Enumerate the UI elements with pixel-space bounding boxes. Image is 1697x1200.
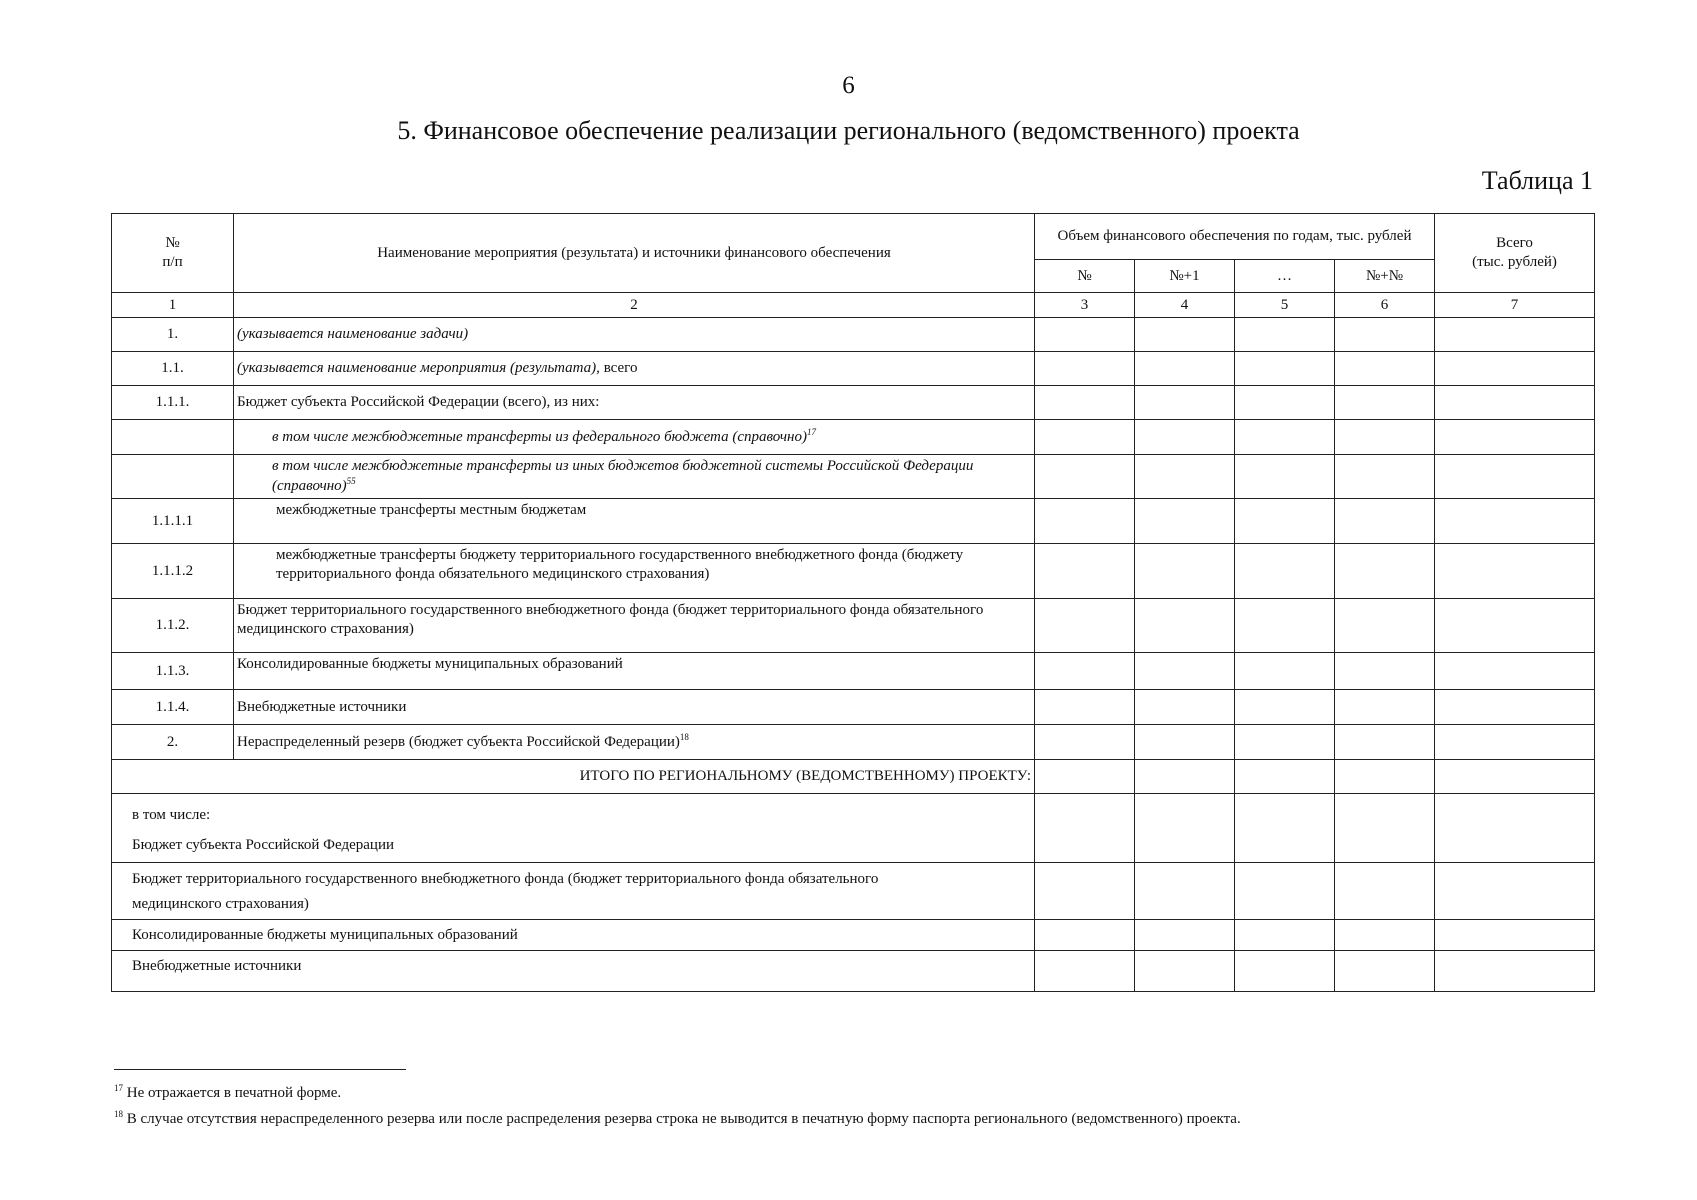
col-number: 2 (234, 293, 1035, 318)
value-cell (1335, 386, 1435, 420)
summary-row (112, 794, 1595, 863)
value-cell (1435, 653, 1595, 690)
header-year-cell: №+1 (1135, 260, 1235, 293)
value-cell (1335, 725, 1435, 760)
table-row (112, 690, 1595, 725)
value-cell (1335, 420, 1435, 455)
row-number: 1.1.1.1 (112, 499, 234, 544)
col-number: 6 (1335, 293, 1435, 318)
value-cell (1135, 499, 1235, 544)
value-cell (1335, 863, 1435, 920)
row-number: 1.1.2. (112, 599, 234, 653)
value-cell (1135, 544, 1235, 599)
value-cell (1435, 318, 1595, 352)
value-cell (1035, 690, 1135, 725)
footnote-separator (114, 1069, 406, 1070)
value-cell (1235, 794, 1335, 863)
value-cell (1335, 794, 1435, 863)
row-name (234, 725, 1035, 760)
value-cell (1135, 760, 1235, 794)
summary-label: Бюджет территориального государственного внебюджетного фонда (бюджет территориального фонда обязательного медицинского страхования) (132, 871, 879, 912)
header-name-cell: Наименование мероприятия (результата) и источники финансового обеспечения (234, 214, 1035, 293)
value-cell (1035, 318, 1135, 352)
value-cell (1435, 863, 1595, 920)
value-cell (1435, 794, 1595, 863)
value-cell (1135, 690, 1235, 725)
row-number: 1.1.3. (112, 653, 234, 690)
value-cell (1035, 920, 1135, 951)
row-name-italic: (указывается наименование задачи) (237, 326, 469, 343)
value-cell (1135, 951, 1235, 992)
footnote-ref: 55 (346, 476, 356, 486)
value-cell (1135, 599, 1235, 653)
value-cell (1035, 951, 1135, 992)
value-cell (1435, 725, 1595, 760)
col-number: 4 (1135, 293, 1235, 318)
value-cell (1235, 760, 1335, 794)
header-total-cell (1435, 214, 1595, 293)
row-name: межбюджетные трансферты местным бюджетам (234, 499, 1035, 544)
row-name (234, 455, 1035, 499)
summary-label-cell (112, 951, 1035, 992)
value-cell (1435, 544, 1595, 599)
value-cell (1435, 920, 1595, 951)
col-number: 3 (1035, 293, 1135, 318)
row-name-italic: в том числе межбюджетные трансферты из иных бюджетов бюджетной системы Российской Федерации (справочно) (272, 458, 974, 494)
header-num-line2: п/п (162, 254, 183, 270)
value-cell (1435, 386, 1595, 420)
value-cell (1335, 599, 1435, 653)
value-cell (1035, 455, 1135, 499)
value-cell (1335, 760, 1435, 794)
table-row (112, 386, 1595, 420)
value-cell (1235, 725, 1335, 760)
row-number: 1.1.1. (112, 386, 234, 420)
value-cell (1235, 386, 1335, 420)
value-cell (1235, 863, 1335, 920)
row-name-italic: в том числе межбюджетные трансферты из федерального бюджета (справочно) (272, 429, 807, 446)
header-num-cell (112, 214, 234, 293)
value-cell (1335, 544, 1435, 599)
value-cell (1235, 599, 1335, 653)
value-cell (1435, 690, 1595, 725)
header-volume-cell: Объем финансового обеспечения по годам, тыс. рублей (1035, 214, 1435, 260)
value-cell (1435, 760, 1595, 794)
row-number (112, 420, 234, 455)
value-cell (1035, 863, 1135, 920)
col-number: 7 (1435, 293, 1595, 318)
summary-row (112, 863, 1595, 920)
value-cell (1235, 352, 1335, 386)
value-cell (1035, 653, 1135, 690)
value-cell (1435, 352, 1595, 386)
table-label: Таблица 1 (1481, 166, 1593, 195)
summary-label: Внебюджетные источники (132, 958, 302, 974)
value-cell (1335, 499, 1435, 544)
value-cell (1335, 455, 1435, 499)
footnote-ref: 17 (807, 427, 816, 438)
total-label: ИТОГО ПО РЕГИОНАЛЬНОМУ (ВЕДОМСТВЕННОМУ) ПРОЕКТУ: (112, 760, 1035, 794)
value-cell (1135, 920, 1235, 951)
table-row (112, 544, 1595, 599)
summary-row (112, 951, 1595, 992)
header-total-line1: Всего (1496, 235, 1533, 252)
row-name: Бюджет субъекта Российской Федерации (всего), из них: (234, 386, 1035, 420)
col-number: 5 (1235, 293, 1335, 318)
summary-label: Бюджет субъекта Российской Федерации (132, 837, 395, 853)
row-number: 1.1. (112, 352, 234, 386)
table-row (112, 599, 1595, 653)
row-name (234, 352, 1035, 386)
table-row (112, 420, 1595, 455)
total-row (112, 760, 1595, 794)
header-total-line2: (тыс. рублей) (1472, 254, 1557, 270)
value-cell (1435, 599, 1595, 653)
value-cell (1335, 318, 1435, 352)
row-name-italic: (указывается наименование мероприятия (результата), (237, 360, 600, 377)
table-row (112, 653, 1595, 690)
value-cell (1335, 920, 1435, 951)
value-cell (1135, 420, 1235, 455)
header-year-cell: … (1235, 260, 1335, 293)
footnote-mark: 17 (114, 1083, 123, 1093)
value-cell (1235, 690, 1335, 725)
column-number-row (112, 293, 1595, 318)
value-cell (1435, 951, 1595, 992)
row-name: Консолидированные бюджеты муниципальных образований (234, 653, 1035, 690)
section-title: 5. Финансовое обеспечение реализации регионального (ведомственного) проекта (397, 116, 1300, 145)
row-name: межбюджетные трансферты бюджету территориального государственного внебюджетного фонда (бюджету территориального фонда обязательного медицинского страхования) (234, 544, 1035, 599)
value-cell (1135, 653, 1235, 690)
value-cell (1335, 653, 1435, 690)
value-cell (1135, 455, 1235, 499)
row-number: 2. (112, 725, 234, 760)
row-name: Внебюджетные источники (234, 690, 1035, 725)
table-row (112, 318, 1595, 352)
header-num-line1: № (165, 235, 180, 252)
footnote-ref: 18 (679, 732, 689, 743)
value-cell (1235, 455, 1335, 499)
value-cell (1035, 760, 1135, 794)
value-cell (1335, 951, 1435, 992)
value-cell (1135, 386, 1235, 420)
header-row-1 (112, 214, 1595, 260)
value-cell (1135, 318, 1235, 352)
header-year-cell: № (1035, 260, 1135, 293)
table-row (112, 499, 1595, 544)
value-cell (1135, 352, 1235, 386)
value-cell (1035, 352, 1135, 386)
row-number: 1. (112, 318, 234, 352)
value-cell (1235, 653, 1335, 690)
including-label: в том числе: (132, 807, 211, 823)
value-cell (1035, 725, 1135, 760)
table-row (112, 455, 1595, 499)
footnotes (114, 1078, 1241, 1130)
value-cell (1035, 599, 1135, 653)
footnote (114, 1104, 1241, 1130)
value-cell (1235, 544, 1335, 599)
row-name-text: всего (599, 360, 638, 377)
value-cell (1435, 499, 1595, 544)
summary-row (112, 920, 1595, 951)
value-cell (1035, 420, 1135, 455)
value-cell (1235, 318, 1335, 352)
row-name (234, 318, 1035, 352)
footnote-text: Не отражается в печатной форме. (123, 1085, 342, 1101)
value-cell (1235, 920, 1335, 951)
summary-label-cell (112, 863, 1035, 920)
footnote-text: В случае отсутствия нераспределенного резерва или после распределения резерва строка не выводится в печатную форму паспорта регионального (ведомственного) проекта. (123, 1111, 1241, 1127)
row-number (112, 455, 234, 499)
value-cell (1035, 794, 1135, 863)
row-name: Бюджет территориального государственного внебюджетного фонда (бюджет территориального фонда обязательного медицинского страхования) (234, 599, 1035, 653)
row-name-text: Нераспределенный резерв (бюджет субъекта Российской Федерации) (237, 734, 680, 751)
financing-table (111, 213, 1595, 992)
summary-label: Консолидированные бюджеты муниципальных образований (132, 926, 518, 943)
value-cell (1135, 725, 1235, 760)
value-cell (1235, 499, 1335, 544)
row-number: 1.1.1.2 (112, 544, 234, 599)
summary-label-cell (112, 794, 1035, 863)
value-cell (1235, 420, 1335, 455)
footnote (114, 1078, 1241, 1104)
value-cell (1035, 544, 1135, 599)
header-year-cell: №+№ (1335, 260, 1435, 293)
value-cell (1335, 352, 1435, 386)
value-cell (1335, 690, 1435, 725)
value-cell (1235, 951, 1335, 992)
value-cell (1135, 794, 1235, 863)
summary-label-cell (112, 920, 1035, 951)
value-cell (1035, 499, 1135, 544)
table-row (112, 352, 1595, 386)
value-cell (1135, 863, 1235, 920)
page-number: 6 (842, 72, 855, 99)
row-number: 1.1.4. (112, 690, 234, 725)
col-number: 1 (112, 293, 234, 318)
table-row (112, 725, 1595, 760)
value-cell (1435, 420, 1595, 455)
value-cell (1035, 386, 1135, 420)
value-cell (1435, 455, 1595, 499)
row-name (234, 420, 1035, 455)
footnote-mark: 18 (114, 1109, 123, 1119)
